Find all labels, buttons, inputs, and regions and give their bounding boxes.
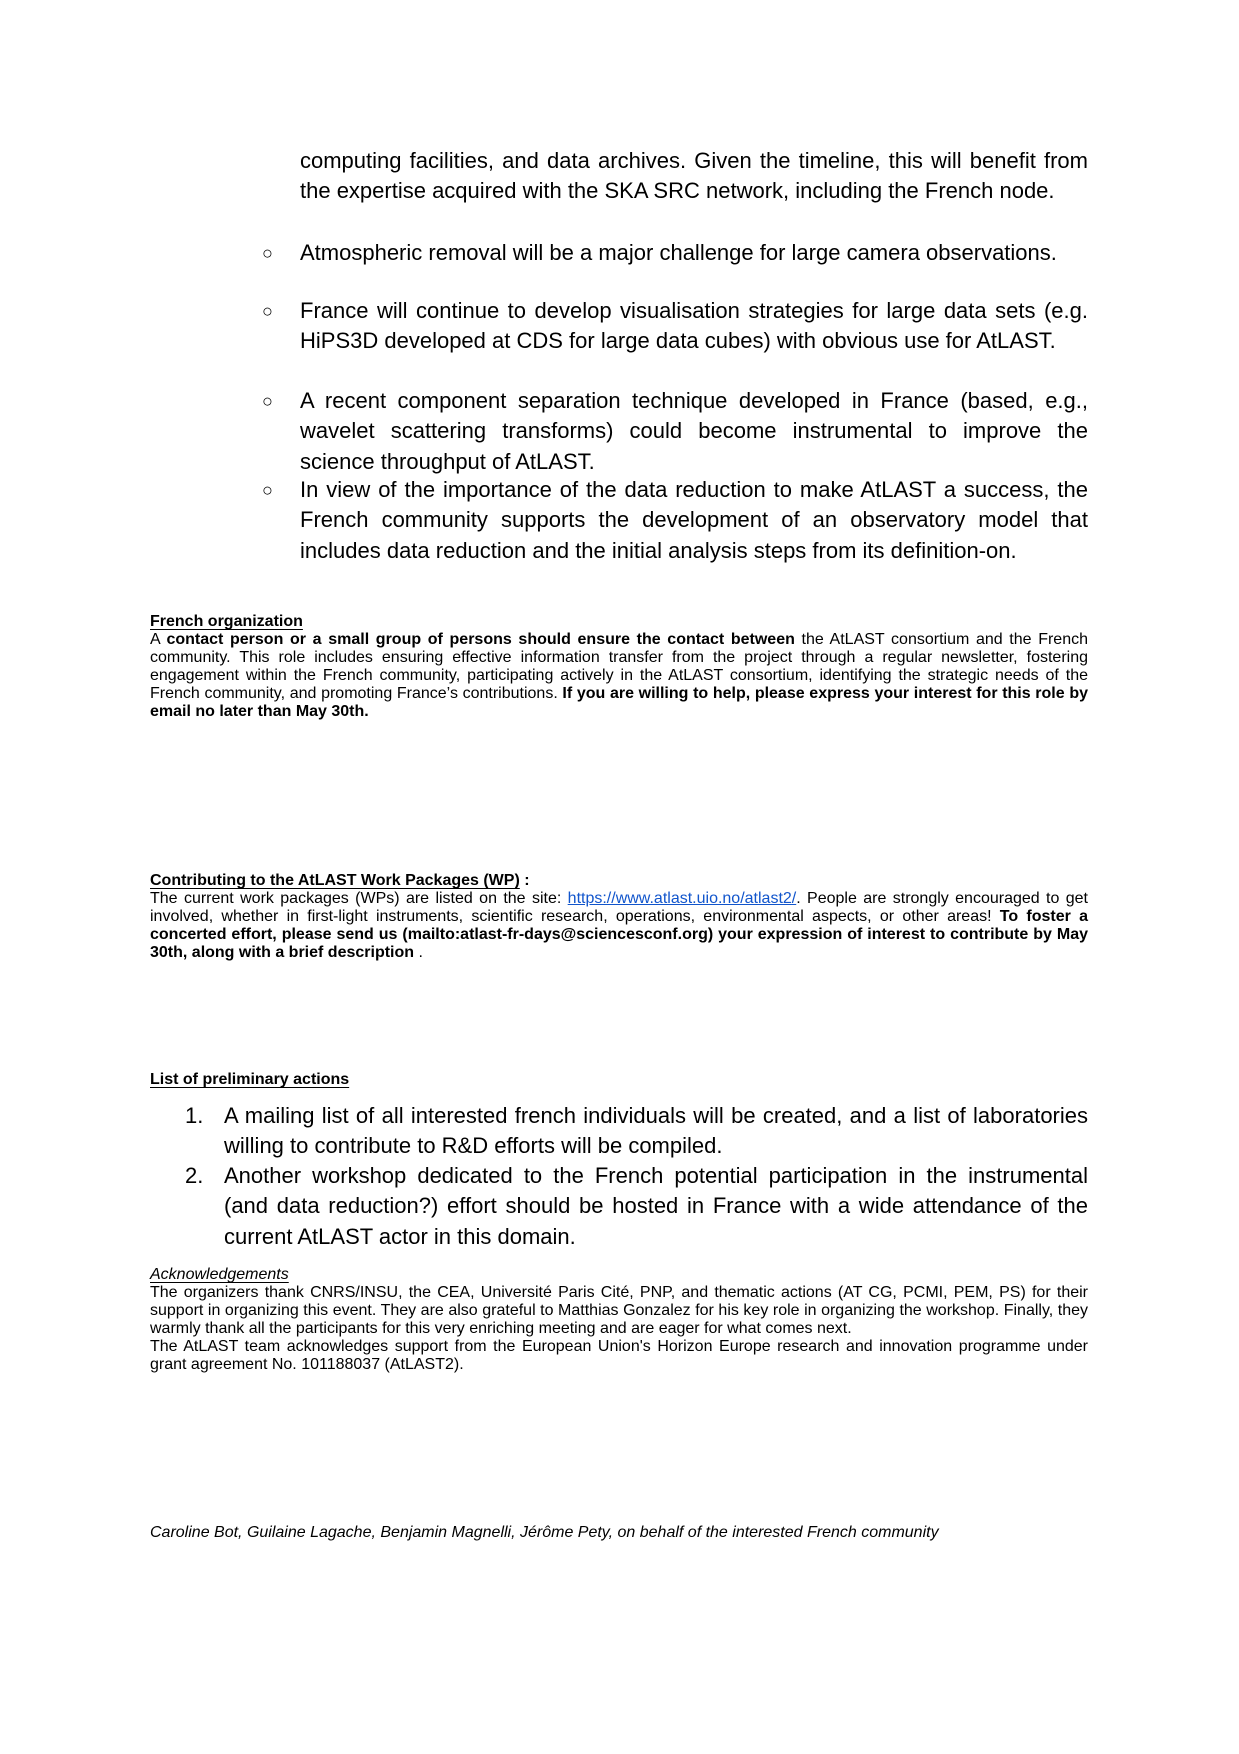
section-heading: List of preliminary actions bbox=[150, 1071, 350, 1088]
bullet-marker: ○ bbox=[262, 301, 273, 321]
acknowledgements-section bbox=[150, 1266, 1088, 1374]
bullet-item-2: France will continue to develop visualisation strategies for large data sets (e.g. HiPS3D developed at CDS for large data cubes) with obvious use for AtLAST. bbox=[300, 298, 1088, 354]
french-organization-paragraph: A contact person or a small group of persons should ensure the contact between the AtLAST consortium and the French community. This role includes ensuring effective information transfer from the project through a regular newsletter, fostering engagement within the French community, participating actively in the AtLAST consortium, identifying the strategic needs of the French community, and promoting France’s contributions. If you are willing to help, please express your interest for this role by email no later than May 30th. bbox=[150, 631, 1089, 720]
french-organization-section bbox=[150, 613, 1088, 721]
action-item-1: A mailing list of all interested french individuals will be created, and a list of laboratories willing to contribute to R&D efforts will be compiled. bbox=[224, 1103, 1088, 1159]
bullet-marker: ○ bbox=[262, 243, 273, 263]
funding-paragraph: The AtLAST team acknowledges support from the European Union's Horizon Europe research and innovation programme under grant agreement No. 101188037 (AtLAST2). bbox=[150, 1338, 1088, 1373]
work-packages-section bbox=[150, 872, 1088, 962]
section-heading: Acknowledgements bbox=[150, 1266, 289, 1283]
bullet-item-1: Atmospheric removal will be a major challenge for large camera observations. bbox=[300, 240, 1057, 265]
actions-section bbox=[150, 1071, 1088, 1089]
bullet-marker: ○ bbox=[262, 391, 273, 411]
signature-block bbox=[150, 1524, 1088, 1542]
signature: Caroline Bot, Guilaine Lagache, Benjamin Magnelli, Jérôme Pety, on behalf of the interested French community bbox=[150, 1524, 939, 1541]
bullet-marker: ○ bbox=[262, 480, 273, 500]
section-heading: French organization bbox=[150, 613, 303, 630]
atlast-wp-link[interactable]: https://www.atlast.uio.no/atlast2/ bbox=[567, 890, 797, 907]
section-heading: Contributing to the AtLAST Work Packages (WP) : bbox=[150, 872, 530, 889]
list-number: 1. bbox=[185, 1103, 204, 1128]
bullet-item-3: A recent component separation technique developed in France (based, e.g., wavelet scattering transforms) could become instrumental to improve the science throughput of AtLAST. bbox=[300, 388, 1088, 474]
work-packages-paragraph: The current work packages (WPs) are listed on the site: https://www.atlast.uio.no/atlast2/. People are strongly encouraged to get involved, whether in first-light instruments, scientific research, operations, environmental aspects, or other areas! To foster a concerted effort, please send us (mailto:atlast-fr-days@sciencesconf.org) your expression of interest to contribute by May 30th, along with a brief description . bbox=[150, 890, 1088, 961]
bullet-item-4: In view of the importance of the data reduction to make AtLAST a success, the French community supports the development of an observatory model that includes data reduction and the initial analysis steps from its definition-on. bbox=[300, 477, 1088, 563]
action-item-2: Another workshop dedicated to the French potential participation in the instrumental (and data reduction?) effort should be hosted in France with a wide attendance of the current AtLAST actor in this domain. bbox=[224, 1163, 1088, 1249]
acknowledgements-paragraph: The organizers thank CNRS/INSU, the CEA, Université Paris Cité, PNP, and thematic actions (AT CG, PCMI, PEM, PS) for their support in organizing this event. They are also grateful to Matthias Gonzalez for his key role in organizing the workshop. Finally, they warmly thank all the participants for this very enriching meeting and are eager for what comes next. bbox=[150, 1284, 1088, 1337]
list-number: 2. bbox=[185, 1163, 204, 1188]
intro-continuation: computing facilities, and data archives. Given the timeline, this will benefit from the expertise acquired with the SKA SRC network, including the French node. bbox=[300, 148, 1088, 204]
